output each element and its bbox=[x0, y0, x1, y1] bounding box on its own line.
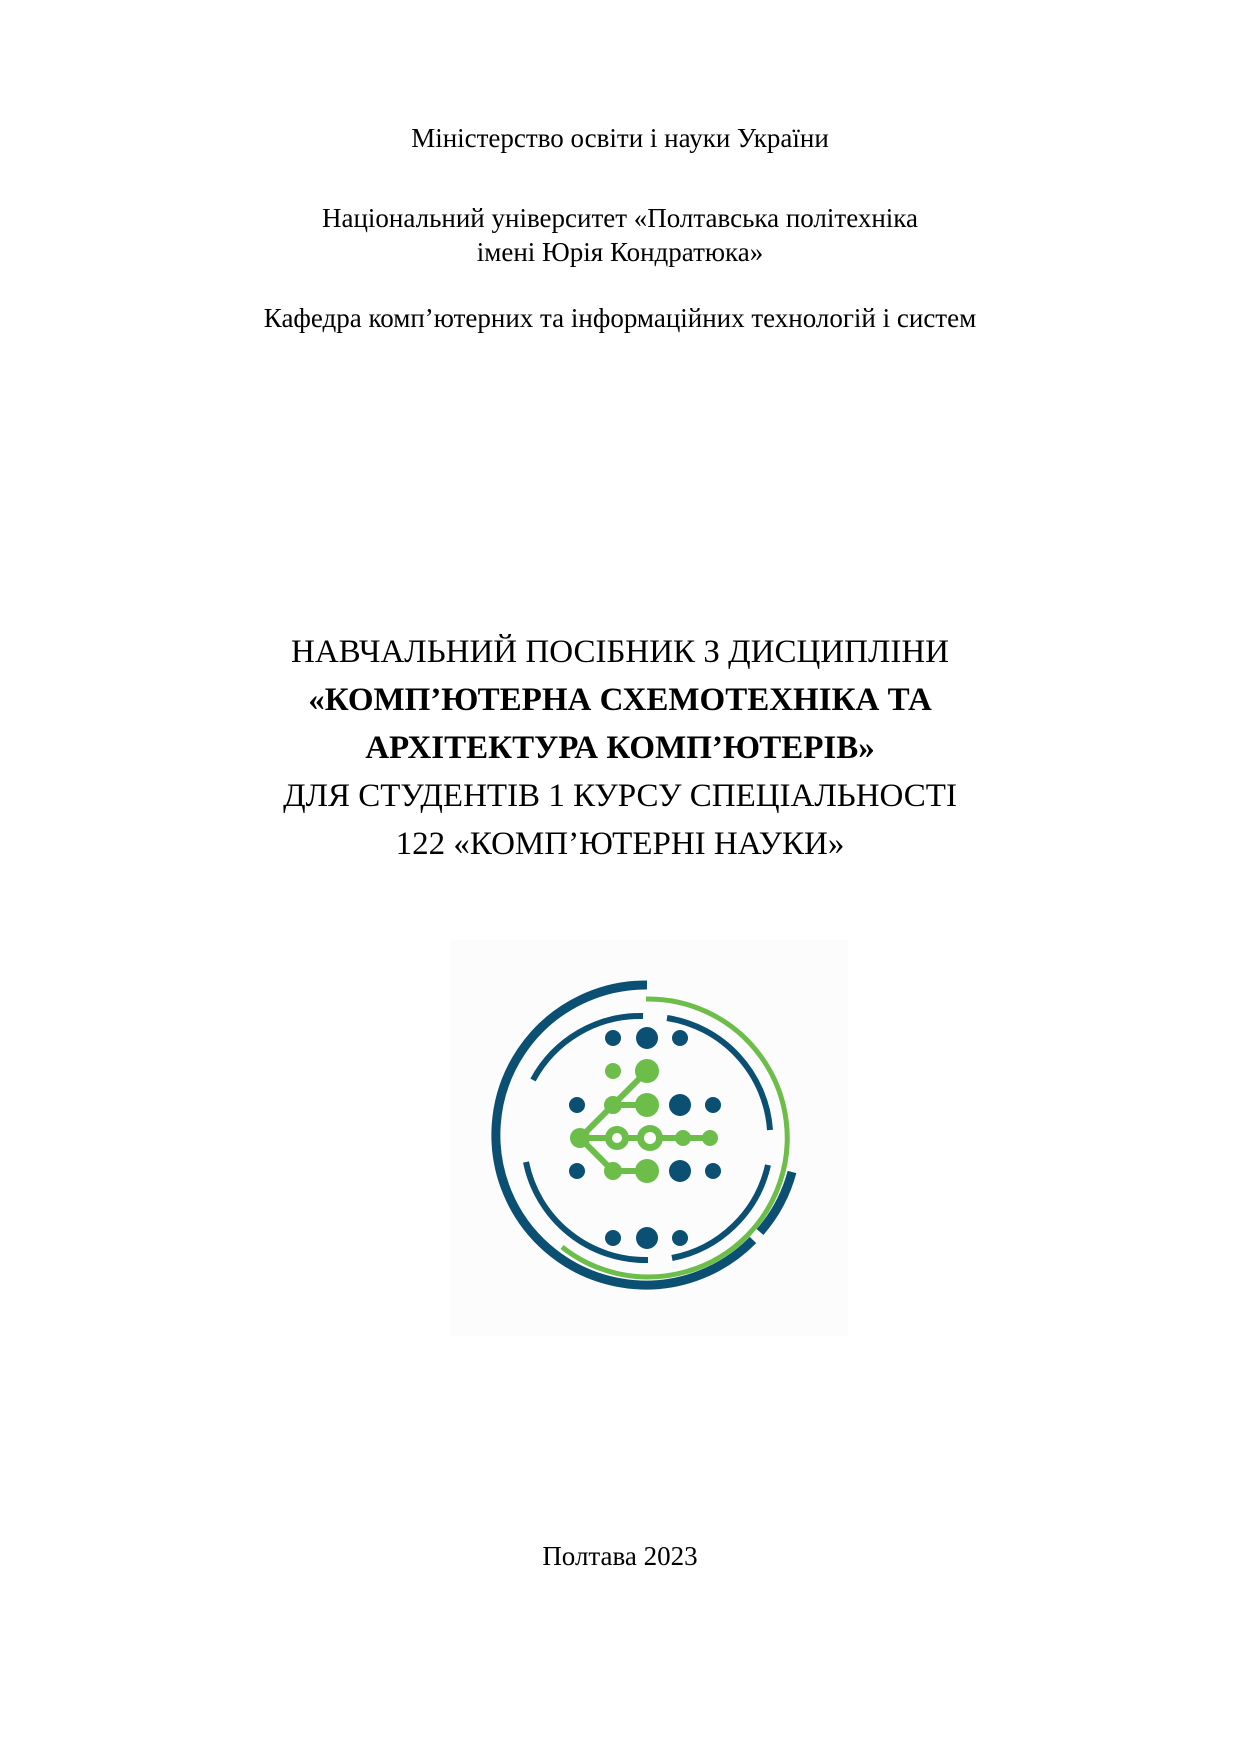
dot bbox=[702, 1130, 718, 1146]
dot bbox=[635, 1159, 659, 1183]
university-line-2: імені Юрія Кондратюка» bbox=[476, 237, 764, 267]
title-line-4: ДЛЯ СТУДЕНТІВ 1 КУРСУ СПЕЦІАЛЬНОСТІ bbox=[283, 778, 957, 814]
dot bbox=[705, 1097, 721, 1113]
title-line-5: 122 «КОМП’ЮТЕРНІ НАУКИ» bbox=[395, 826, 845, 862]
place-year: Полтава 2023 bbox=[542, 1541, 698, 1571]
department-logo bbox=[450, 940, 848, 1336]
dot bbox=[569, 1097, 585, 1113]
title-line-3: АРХІТЕКТУРА КОМП’ЮТЕРІВ» bbox=[365, 730, 875, 766]
dot bbox=[669, 1094, 691, 1116]
dot bbox=[570, 1128, 590, 1148]
ministry-line: Міністерство освіти і науки України bbox=[411, 123, 829, 153]
title-line-1: НАВЧАЛЬНИЙ ПОСІБНИК З ДИСЦИПЛІНИ bbox=[291, 634, 949, 670]
dot bbox=[569, 1163, 585, 1179]
dot bbox=[636, 1227, 658, 1249]
title-line-2: «КОМП’ЮТЕРНА СХЕМОТЕХНІКА ТА bbox=[308, 682, 932, 718]
university-line-1: Національний університет «Полтавська політехніка bbox=[322, 203, 918, 233]
dot bbox=[635, 1093, 659, 1117]
dot bbox=[604, 1096, 622, 1114]
dot bbox=[605, 1230, 621, 1246]
dot bbox=[636, 1027, 658, 1049]
dot bbox=[604, 1162, 622, 1180]
dot bbox=[605, 1030, 621, 1046]
dot bbox=[605, 1063, 621, 1079]
circuit-logo-icon bbox=[450, 940, 848, 1336]
dot bbox=[675, 1130, 691, 1146]
dot bbox=[705, 1163, 721, 1179]
dot bbox=[672, 1030, 688, 1046]
department-line: Кафедра комп’ютерних та інформаційних технологій і систем bbox=[263, 303, 977, 333]
dot bbox=[672, 1230, 688, 1246]
dot bbox=[669, 1160, 691, 1182]
dot bbox=[635, 1059, 659, 1083]
